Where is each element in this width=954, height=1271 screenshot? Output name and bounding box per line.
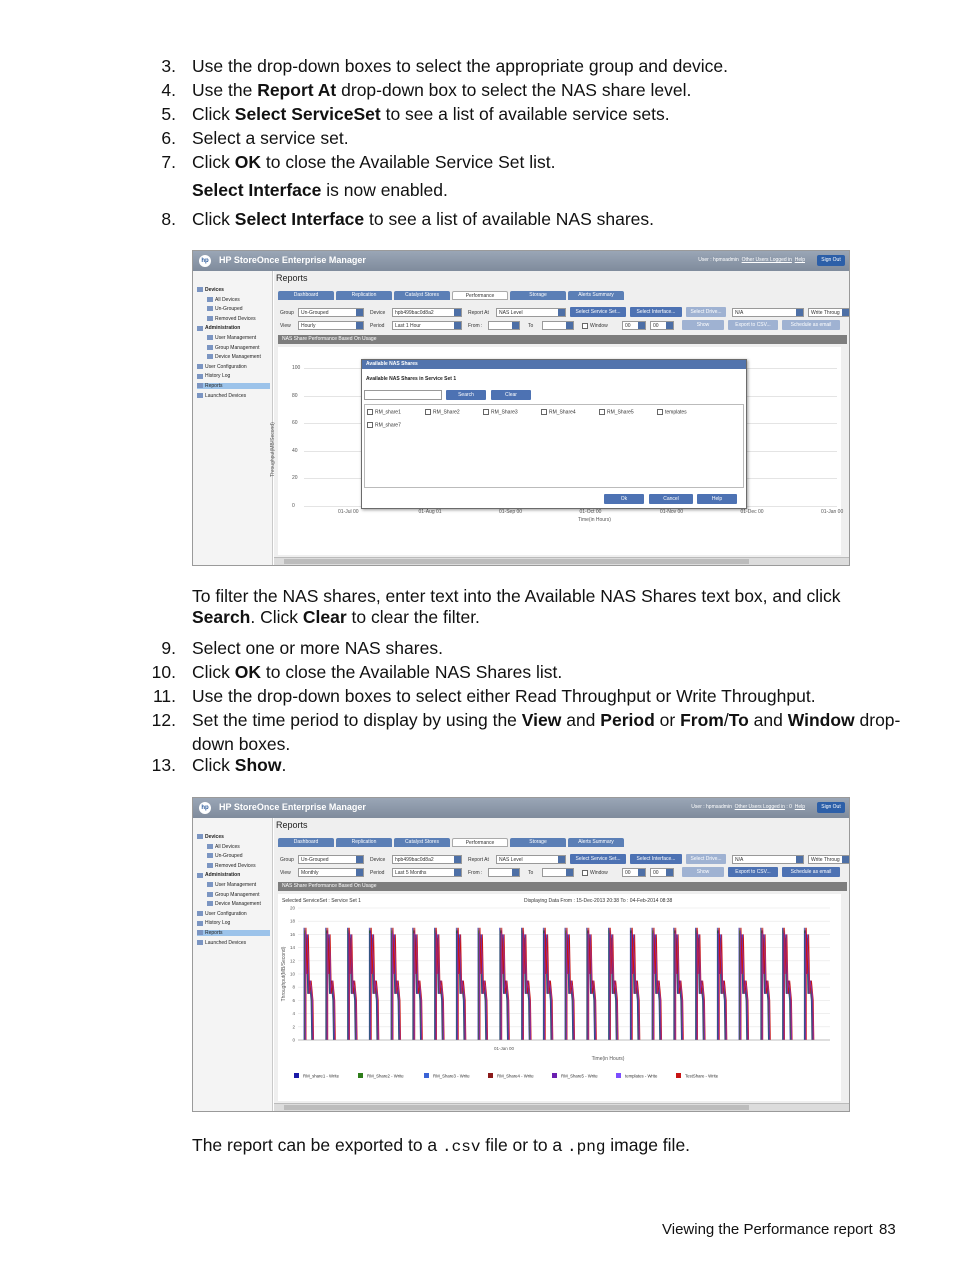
period-select[interactable]: Last 5 Months bbox=[392, 868, 462, 877]
sidebar-item-label: Group Management bbox=[215, 344, 260, 351]
legend-label: RM_Share4 - Write bbox=[497, 1073, 534, 1079]
device-select[interactable]: hpb499bac0d8a2 bbox=[392, 855, 462, 864]
view-select[interactable]: Monthly bbox=[298, 868, 364, 877]
footer-section-title: Viewing the Performance report bbox=[662, 1221, 873, 1238]
show-button[interactable]: Show bbox=[682, 867, 724, 877]
sidebar-item-reports[interactable] bbox=[197, 383, 270, 389]
y-tick: 80 bbox=[292, 392, 298, 399]
series-line bbox=[306, 933, 814, 1040]
select-interface-button[interactable]: Select Interface... bbox=[630, 307, 682, 317]
legend-swatch bbox=[676, 1073, 681, 1078]
checkbox-icon[interactable] bbox=[367, 409, 373, 415]
device-icon bbox=[207, 354, 213, 359]
y-tick: 0 bbox=[292, 502, 295, 509]
step-text: Use the drop-down boxes to select the appropriate group and device. bbox=[192, 56, 729, 76]
sidebar-item-devices[interactable] bbox=[197, 287, 270, 293]
x-tick: 01-Jan 00 bbox=[821, 509, 844, 515]
x-tick: 01-Aug 01 bbox=[418, 509, 442, 515]
sidebar-item-user-management[interactable] bbox=[207, 335, 270, 341]
report-at-label: Report At bbox=[468, 310, 489, 316]
reports-panel bbox=[270, 271, 849, 565]
user-info: User : hpmsadmin Other Users Logged in Help bbox=[698, 257, 805, 263]
screenshot-performance-chart bbox=[192, 797, 850, 1112]
nas-share-label: RM_share7 bbox=[375, 422, 401, 429]
dialog-help-button[interactable]: Help bbox=[697, 494, 737, 504]
schedule-email-button[interactable]: Schedule as email bbox=[782, 320, 840, 330]
sidebar-item-label: Administration bbox=[205, 872, 241, 879]
step-number: 7. bbox=[161, 152, 176, 172]
report-at-select[interactable]: NAS Level bbox=[496, 308, 566, 317]
tab-storage[interactable]: Storage bbox=[510, 838, 566, 847]
y-tick: 100 bbox=[292, 365, 301, 371]
select-interface-button[interactable]: Select Interface... bbox=[630, 854, 682, 864]
checkbox-icon[interactable] bbox=[657, 409, 663, 415]
sidebar-item-group-management[interactable] bbox=[207, 892, 270, 898]
hp-logo-icon: hp bbox=[199, 255, 211, 267]
window-minute-select[interactable]: 00 bbox=[650, 868, 674, 877]
nas-share-checkbox[interactable] bbox=[483, 409, 518, 415]
export-csv-button[interactable]: Export to CSV... bbox=[728, 867, 778, 877]
select-drive-button[interactable]: Select Drive... bbox=[686, 307, 726, 317]
nas-share-label: RM_Share2 bbox=[433, 409, 460, 416]
y-axis-label: Throughput(MB/Second) bbox=[270, 422, 276, 477]
log-icon bbox=[197, 374, 203, 379]
sidebar-item-history-log[interactable] bbox=[197, 373, 270, 379]
select-drive-button[interactable]: Select Drive... bbox=[686, 854, 726, 864]
nas-share-label: RM_share1 bbox=[375, 409, 401, 416]
sidebar-item-label: All Devices bbox=[215, 843, 240, 850]
users-icon bbox=[207, 335, 213, 340]
nas-share-checkbox[interactable] bbox=[541, 409, 576, 415]
x-tick: 01-Oct 00 bbox=[579, 509, 602, 515]
nas-share-checkbox[interactable] bbox=[367, 422, 401, 428]
device-label: Device bbox=[370, 310, 386, 316]
step-number: 9. bbox=[161, 638, 176, 658]
sidebar-item-removed-devices[interactable] bbox=[207, 863, 270, 869]
nas-share-checkbox[interactable] bbox=[657, 409, 687, 415]
step-number: 10. bbox=[151, 662, 176, 682]
sidebar-item-user-management[interactable] bbox=[207, 882, 270, 888]
sidebar-item-label: Device Management bbox=[215, 901, 261, 908]
device-icon bbox=[207, 863, 213, 868]
dialog-title: Available NAS Shares bbox=[362, 360, 746, 369]
tab-storage[interactable]: Storage bbox=[510, 291, 566, 300]
sidebar-item-history-log[interactable] bbox=[197, 920, 270, 926]
filter-paragraph: To filter the NAS shares, enter text into the Available NAS Shares text box, and click Search. Click Clear to clear the filter. bbox=[192, 586, 841, 627]
y-tick-label: 14 bbox=[289, 945, 295, 951]
sidebar-item-all-devices[interactable] bbox=[207, 844, 270, 850]
note-select-interface: Select Interface is now enabled. bbox=[192, 180, 448, 200]
y-tick-label: 16 bbox=[289, 931, 295, 937]
step-text: Use the Report At drop-down box to select the NAS share level. bbox=[192, 80, 692, 100]
screenshot-available-nas-shares bbox=[192, 250, 850, 566]
window-minute-select[interactable]: 00 bbox=[650, 321, 674, 330]
window-hour-select[interactable]: 00 bbox=[622, 321, 646, 330]
sidebar-item-administration[interactable] bbox=[197, 325, 270, 331]
sidebar-item-label: History Log bbox=[205, 920, 231, 927]
x-tick: 01-Sep 00 bbox=[499, 509, 523, 515]
report-icon bbox=[197, 930, 203, 935]
sidebar-item-administration[interactable] bbox=[197, 872, 270, 878]
to-date-field[interactable] bbox=[542, 321, 574, 330]
checkbox-icon[interactable] bbox=[483, 409, 489, 415]
chart-area bbox=[278, 894, 841, 1101]
sidebar-item-label: User Configuration bbox=[205, 363, 247, 370]
y-tick: 20 bbox=[292, 475, 298, 481]
y-tick: 60 bbox=[292, 420, 298, 426]
nas-share-checkbox[interactable] bbox=[425, 409, 460, 415]
sidebar-item-un-grouped[interactable] bbox=[207, 853, 270, 859]
reports-title: Reports bbox=[276, 820, 308, 830]
to-date-field[interactable] bbox=[542, 868, 574, 877]
checkbox-icon[interactable] bbox=[541, 409, 547, 415]
device-label: Device bbox=[370, 857, 386, 863]
devices-icon bbox=[197, 834, 203, 839]
tab-replication[interactable]: Replication bbox=[336, 291, 392, 300]
group-label: Group bbox=[280, 310, 294, 316]
step-number: 8. bbox=[161, 209, 176, 229]
sidebar-item-label: Reports bbox=[205, 383, 223, 389]
sidebar-item-label: User Management bbox=[215, 882, 257, 888]
section-title-bar: NAS Share Performance Based On Usage bbox=[278, 882, 847, 891]
legend-swatch bbox=[424, 1073, 429, 1078]
sidebar-item-device-management[interactable] bbox=[207, 901, 270, 907]
y-tick-label: 6 bbox=[292, 997, 295, 1003]
throughput-select[interactable]: Write Throug bbox=[808, 855, 850, 864]
hp-logo-icon: hp bbox=[199, 802, 211, 814]
na-select[interactable]: N/A bbox=[732, 855, 804, 864]
step-number: 11. bbox=[152, 686, 176, 706]
report-at-label: Report At bbox=[468, 857, 489, 863]
sidebar-item-label: Devices bbox=[205, 287, 224, 293]
device-icon bbox=[197, 393, 203, 398]
sidebar-item-group-management[interactable] bbox=[207, 345, 270, 351]
reports-panel bbox=[274, 818, 849, 1111]
legend-label: RM_share1 - Write bbox=[303, 1073, 339, 1079]
group-icon bbox=[207, 345, 213, 350]
nas-share-label: RM_Share4 bbox=[549, 409, 576, 416]
nas-share-label: templates bbox=[665, 409, 687, 416]
y-axis-label: Throughput(MB/Second) bbox=[281, 946, 287, 1002]
to-label: To bbox=[528, 870, 534, 876]
devices-icon bbox=[197, 287, 203, 292]
checkbox-icon[interactable] bbox=[367, 422, 373, 428]
checkbox-icon[interactable] bbox=[425, 409, 431, 415]
sidebar-item-label: Un-Grouped bbox=[215, 853, 243, 860]
report-icon bbox=[197, 383, 203, 388]
admin-icon bbox=[197, 326, 203, 331]
sidebar-item-user-configuration[interactable] bbox=[197, 364, 270, 370]
show-button[interactable]: Show bbox=[682, 320, 724, 330]
export-csv-button[interactable]: Export to CSV... bbox=[728, 320, 778, 330]
log-icon bbox=[197, 921, 203, 926]
step-number: 3. bbox=[161, 56, 176, 76]
series-line bbox=[305, 930, 813, 1040]
sidebar-item-label: User Management bbox=[215, 335, 257, 341]
step-text: Click OK to close the Available NAS Shares list. bbox=[192, 662, 563, 682]
section-title-bar: NAS Share Performance Based On Usage bbox=[278, 335, 847, 344]
device-icon bbox=[207, 297, 213, 302]
y-tick-label: 20 bbox=[289, 906, 295, 911]
search-button[interactable]: Search bbox=[446, 390, 486, 400]
series-line bbox=[305, 933, 813, 1040]
from-label: From : bbox=[468, 870, 483, 876]
view-select[interactable]: Hourly bbox=[298, 321, 364, 330]
legend-label: RM_Share2 - Write bbox=[367, 1073, 404, 1079]
step-number: 5. bbox=[161, 104, 176, 124]
tab-dashboard[interactable]: Dashboard bbox=[278, 291, 334, 300]
y-tick-label: 18 bbox=[289, 918, 295, 924]
step-text: Click OK to close the Available Service Set list. bbox=[192, 152, 556, 172]
displaying-range: Displaying Data From : 15-Dec-2013 20:38 To : 04-Feb-2014 08:38 bbox=[524, 898, 673, 904]
admin-icon bbox=[197, 873, 203, 878]
sign-out-button[interactable]: Sign Out bbox=[817, 255, 845, 266]
sidebar-item-label: Launched Devices bbox=[205, 939, 247, 946]
app-header bbox=[193, 798, 849, 818]
sidebar-item-label: Group Management bbox=[215, 891, 260, 898]
window-hour-select[interactable]: 00 bbox=[622, 868, 646, 877]
series-line bbox=[304, 928, 812, 1040]
step-text: Select a service set. bbox=[192, 128, 349, 148]
nas-share-checkbox[interactable] bbox=[367, 409, 401, 415]
sidebar-item-devices[interactable] bbox=[197, 834, 270, 840]
legend-swatch bbox=[294, 1073, 299, 1078]
sidebar-item-label: Devices bbox=[205, 834, 224, 840]
step-text: Click Show. bbox=[192, 755, 287, 775]
step-number: 6. bbox=[161, 128, 176, 148]
select-serviceset-button[interactable]: Select Service Set... bbox=[570, 854, 626, 864]
sidebar-item-label: User Configuration bbox=[205, 910, 247, 917]
x-tick-label: 01-Jan 00 bbox=[493, 1046, 515, 1051]
nas-share-search-input[interactable] bbox=[364, 390, 442, 400]
y-tick-label: 12 bbox=[289, 958, 295, 964]
sidebar-item-label: Launched Devices bbox=[205, 392, 247, 399]
to-label: To bbox=[528, 323, 534, 329]
period-label: Period bbox=[370, 870, 385, 876]
group-select[interactable]: Un-Grouped bbox=[298, 308, 364, 317]
from-label: From : bbox=[468, 323, 483, 329]
device-icon bbox=[207, 306, 213, 311]
clear-button[interactable]: Clear bbox=[491, 390, 531, 400]
series-line bbox=[305, 928, 813, 1040]
legend-label: TestShare - Write bbox=[685, 1073, 719, 1079]
page-number: 83 bbox=[879, 1221, 896, 1238]
group-select[interactable]: Un-Grouped bbox=[298, 855, 364, 864]
export-paragraph: The report can be exported to a .csv file or to a .png image file. bbox=[192, 1135, 691, 1156]
dialog-subtitle: Available NAS Shares in Service Set 1 bbox=[366, 376, 457, 382]
y-tick-label: 4 bbox=[292, 1011, 295, 1017]
sidebar-item-user-configuration[interactable] bbox=[197, 911, 270, 917]
legend-swatch bbox=[616, 1073, 621, 1078]
from-date-field[interactable] bbox=[488, 868, 520, 877]
sidebar-item-label: Reports bbox=[205, 930, 223, 936]
legend-swatch bbox=[488, 1073, 493, 1078]
view-label: View bbox=[280, 323, 291, 329]
users-icon bbox=[207, 882, 213, 887]
device-icon bbox=[207, 853, 213, 858]
legend-label: RM_Share5 - Write bbox=[561, 1073, 598, 1079]
sidebar-item-label: Administration bbox=[205, 325, 241, 332]
tab-catalyst-stores[interactable]: Catalyst Stores bbox=[394, 291, 450, 300]
user-info: User : hpmsadmin Other Users Logged in : 0 Help bbox=[691, 804, 805, 810]
step-text: Set the time period to display by using the View and Period or From/To and Window drop-down boxes. bbox=[192, 710, 901, 754]
navigation-tree bbox=[193, 818, 273, 1111]
na-select[interactable]: N/A bbox=[732, 308, 804, 317]
tab-dashboard[interactable]: Dashboard bbox=[278, 838, 334, 847]
sidebar-item-label: All Devices bbox=[215, 296, 240, 303]
selected-serviceset: Selected ServiceSet : Service Set 1 bbox=[282, 898, 361, 904]
step-text: Click Select Interface to see a list of available NAS shares. bbox=[192, 209, 655, 229]
device-icon bbox=[207, 901, 213, 906]
schedule-email-button[interactable]: Schedule as email bbox=[782, 867, 840, 877]
horizontal-scrollbar[interactable] bbox=[274, 557, 849, 565]
from-date-field[interactable] bbox=[488, 321, 520, 330]
user-icon bbox=[197, 364, 203, 369]
y-tick: 40 bbox=[292, 447, 298, 454]
app-title: HP StoreOnce Enterprise Manager bbox=[219, 802, 366, 812]
group-label: Group bbox=[280, 857, 294, 863]
x-tick: 01-Dec 00 bbox=[740, 509, 764, 515]
nas-share-label: RM_Share5 bbox=[607, 409, 634, 416]
nas-share-list bbox=[364, 404, 744, 488]
step-number: 13. bbox=[151, 755, 176, 775]
y-tick-label: 10 bbox=[289, 971, 295, 977]
x-tick: 01-Jul 00 bbox=[338, 509, 359, 515]
x-axis-label: Time(in Hours) bbox=[578, 517, 611, 523]
sidebar-item-label: Un-Grouped bbox=[215, 306, 243, 313]
step-text: Select one or more NAS shares. bbox=[192, 638, 443, 658]
dialog-cancel-button[interactable]: Cancel bbox=[649, 494, 693, 504]
device-icon bbox=[197, 940, 203, 945]
window-label: Window bbox=[582, 323, 608, 329]
y-tick-label: 0 bbox=[292, 1037, 295, 1043]
throughput-chart bbox=[278, 906, 838, 1106]
sidebar-item-all-devices[interactable] bbox=[207, 297, 270, 303]
sidebar-item-label: Device Management bbox=[215, 354, 261, 361]
window-label: Window bbox=[582, 870, 608, 876]
device-select[interactable]: hpb499bac0d8a2 bbox=[392, 308, 462, 317]
nas-share-label: RM_Share3 bbox=[491, 409, 518, 416]
period-label: Period bbox=[370, 323, 385, 329]
tab-alerts-summary[interactable]: Alerts Summary bbox=[568, 838, 624, 847]
series-line bbox=[306, 928, 814, 1040]
step-number: 4. bbox=[161, 80, 176, 100]
user-icon bbox=[197, 911, 203, 916]
sidebar-item-label: Removed Devices bbox=[215, 862, 256, 869]
series-line bbox=[304, 930, 812, 1040]
throughput-select[interactable]: Write Throug bbox=[808, 308, 850, 317]
checkbox-icon[interactable] bbox=[599, 409, 605, 415]
reports-title: Reports bbox=[276, 273, 308, 283]
tab-performance[interactable]: Performance bbox=[452, 838, 508, 847]
sidebar-item-un-grouped[interactable] bbox=[207, 306, 270, 312]
sidebar-item-device-management[interactable] bbox=[207, 354, 270, 360]
tab-alerts-summary[interactable]: Alerts Summary bbox=[568, 291, 624, 300]
period-select[interactable]: Last 1 Hour bbox=[392, 321, 462, 330]
group-icon bbox=[207, 892, 213, 897]
tab-performance[interactable]: Performance bbox=[452, 291, 508, 300]
device-icon bbox=[207, 844, 213, 849]
legend-label: RM_Share3 - Write bbox=[433, 1073, 470, 1079]
sidebar-item-launched-devices[interactable] bbox=[197, 393, 270, 399]
navigation-tree bbox=[193, 271, 273, 565]
device-icon bbox=[207, 316, 213, 321]
sign-out-button[interactable]: Sign Out bbox=[817, 802, 845, 813]
legend-swatch bbox=[552, 1073, 557, 1078]
nas-share-checkbox[interactable] bbox=[599, 409, 634, 415]
tab-catalyst-stores[interactable]: Catalyst Stores bbox=[394, 838, 450, 847]
available-nas-shares-dialog bbox=[361, 359, 747, 509]
step-text: Click Select ServiceSet to see a list of available service sets. bbox=[192, 104, 670, 124]
step-text: Use the drop-down boxes to select either Read Throughput or Write Throughput. bbox=[192, 686, 816, 706]
sidebar-item-removed-devices[interactable] bbox=[207, 316, 270, 322]
x-tick: 01-Nov 00 bbox=[660, 509, 684, 515]
y-tick-label: 2 bbox=[292, 1024, 295, 1030]
legend-swatch bbox=[358, 1073, 363, 1078]
legend-label: templates - Write bbox=[625, 1073, 658, 1079]
sidebar-item-launched-devices[interactable] bbox=[197, 940, 270, 946]
report-at-select[interactable]: NAS Level bbox=[496, 855, 566, 864]
select-serviceset-button[interactable]: Select Service Set... bbox=[570, 307, 626, 317]
app-header bbox=[193, 251, 849, 271]
app-title: HP StoreOnce Enterprise Manager bbox=[219, 255, 366, 265]
sidebar-item-label: History Log bbox=[205, 373, 231, 380]
sidebar-item-label: Removed Devices bbox=[215, 315, 256, 322]
sidebar-item-reports[interactable] bbox=[197, 930, 270, 936]
view-label: View bbox=[280, 870, 291, 876]
horizontal-scrollbar[interactable] bbox=[274, 1103, 849, 1111]
tab-replication[interactable]: Replication bbox=[336, 838, 392, 847]
x-axis-label: Time(in Hours) bbox=[591, 1056, 625, 1062]
step-number: 12. bbox=[151, 710, 176, 730]
dialog-ok-button[interactable]: Ok bbox=[604, 494, 644, 504]
y-tick-label: 8 bbox=[292, 984, 295, 990]
